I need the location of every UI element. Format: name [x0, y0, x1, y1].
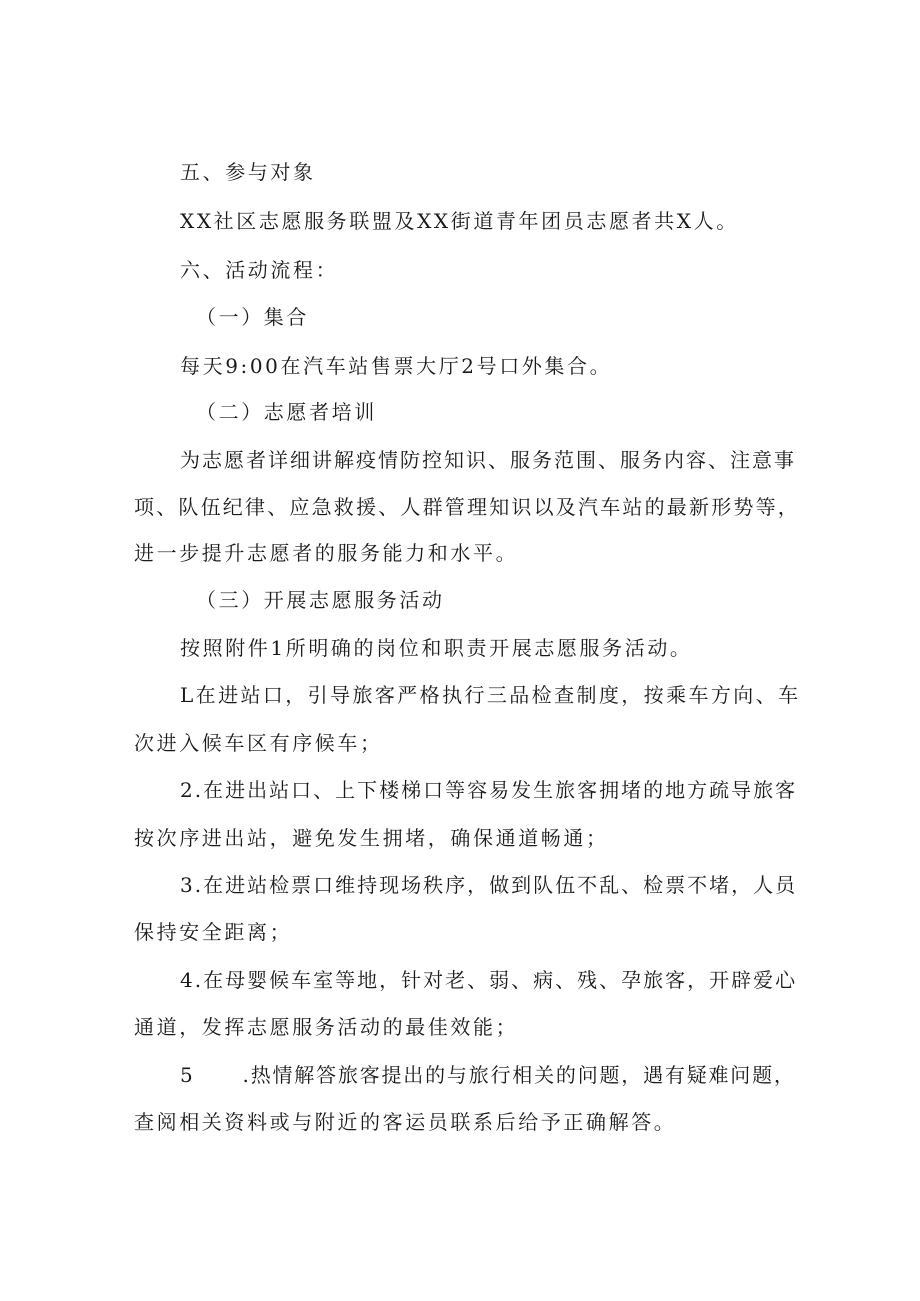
subsection-1-body: 每天9:00在汽车站售票大厅2号口外集合。 [180, 354, 613, 378]
list-item-5-line [180, 1061, 796, 1089]
list-item-5-number: 5 [180, 1063, 195, 1087]
section-5-body: XX社区志愿服务联盟及XX街道青年团员志愿者共X人。 [180, 209, 739, 233]
list-item-2-line: 2.在进出站口、上下楼梯口等容易发生旅客拥堵的地方疏导旅客 [180, 778, 798, 802]
section-6-heading: 六、活动流程： [180, 258, 339, 282]
list-item-1-line: L在进站口，引导旅客严格执行三品检查制度，按乘车方向、车 [180, 683, 801, 707]
list-item-2-line: 按次序进出站，避免发生拥堵，确保通道畅通； [134, 826, 609, 850]
list-item-3-line: 3.在进站检票口维持现场秩序，做到队伍不乱、检票不堵，人员 [180, 873, 798, 897]
list-item-1-line: 次进入候车区有序候车； [134, 731, 383, 755]
list-item-3-line: 保持安全距离； [134, 920, 293, 944]
list-item-4-line: 4.在母婴候车室等地，针对老、弱、病、残、孕旅客，开辟爱心 [180, 968, 798, 992]
subsection-2-body-line: 进一步提升志愿者的服务能力和水平。 [134, 541, 519, 565]
section-5-heading: 五、参与对象 [180, 160, 316, 184]
list-item-4-line: 通道，发挥志愿服务活动的最佳效能； [134, 1015, 519, 1039]
list-item-5-line: 查阅相关资料或与附近的客运员联系后给予正确解答。 [134, 1110, 677, 1134]
subsection-2-body-line: 项、队伍纪律、应急救援、人群管理知识以及汽车站的最新形势等， [134, 495, 800, 519]
list-item-5-text: .热情解答旅客提出的与旅行相关的问题，遇有疑难问题， [242, 1063, 796, 1087]
subsection-1-heading: （一）集合 [196, 305, 309, 329]
subsection-2-heading: （二）志愿者培训 [196, 400, 377, 424]
subsection-2-body-line: 为志愿者详细讲解疫情防控知识、服务范围、服务内容、注意事 [180, 448, 796, 472]
subsection-3-heading: （三）开展志愿服务活动 [196, 588, 445, 612]
subsection-3-intro: 按照附件1所明确的岗位和职责开展志愿服务活动。 [180, 636, 693, 660]
